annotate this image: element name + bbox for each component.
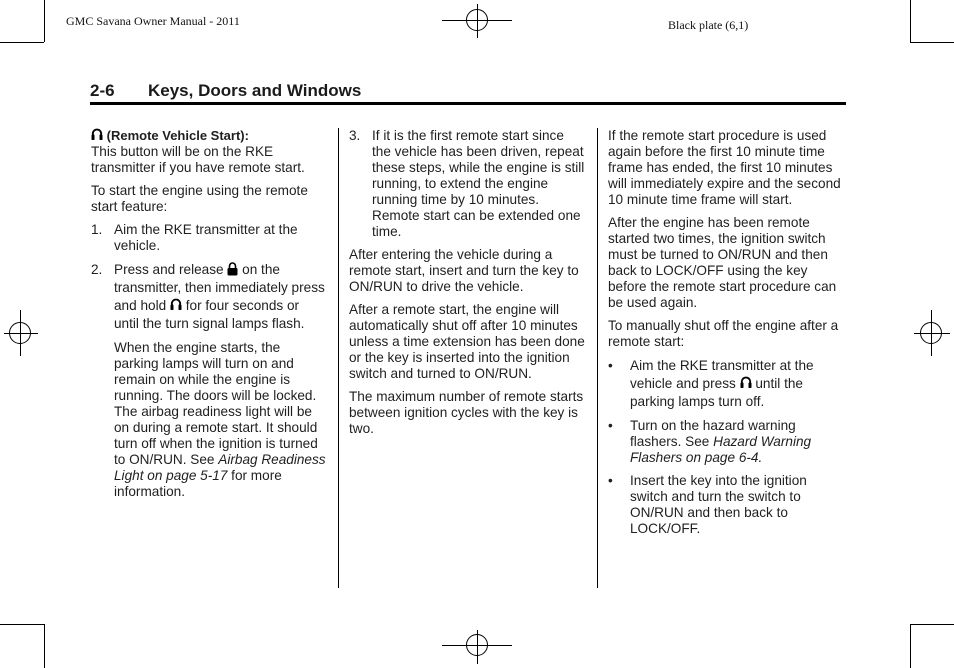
plate-label: Black plate (6,1) [668,18,749,32]
to-start-text: To start the engine using the remote start feature: [91,183,308,214]
step-3 [349,128,585,240]
column-divider [597,128,598,588]
auto-shutoff-text: After a remote start, the engine will automatically shut off after 10 minutes unless a time extension has been done or the key is inserted into the ignition switch and turned to ON/RUN. [349,302,585,381]
step-number: 3. [349,128,361,143]
remote-start-heading [91,128,327,144]
step-text: on the transmitter, then immediately press and hold [114,262,325,313]
crop-mark [910,0,911,42]
step-text: Aim the RKE transmitter at the vehicle. [114,222,298,253]
step-1 [91,222,327,254]
step-text: Press and release [114,262,224,277]
crop-mark [44,0,45,42]
bullet-dot: • [608,358,613,373]
remote-start-icon [91,128,103,141]
step-number: 1. [91,222,103,237]
step-number: 2. [91,262,103,277]
step-text: If it is the first remote start since the vehicle has been driven, repeat these steps, while the engine is still running, to extend the engine running time by 10 minutes. Remote start can be extended one time. [372,128,585,239]
section-heading [90,80,846,105]
hazard-reference: Hazard Warning Flashers on page 6-4. [630,434,812,465]
section-number: 2-6 [90,81,115,100]
bullet-item: • Insert the key into the ignition switch and turn the switch to ON/RUN and then back to LOCK/OFF. [608,473,807,536]
manual-shutoff-text: To manually shut off the engine after a remote start: [608,318,839,349]
airbag-reference: Airbag Readiness Light on page 5-17 [114,452,326,483]
engine-starts-text: When the engine starts, the parking lamps will turn on and remain on while the engine is running. The doors will be locked. The airbag readiness light will be on during a remote start. It should turn off when the ignition is turned to ON/RUN. See Airbag Readiness Light on page 5-17 for more information. [114,340,326,499]
section-title: Keys, Doors and Windows [148,81,362,100]
remote-start-icon [170,298,182,311]
step-text: for four seconds or until the turn signal lamps flash. [114,298,305,331]
column-3 [608,128,848,544]
remote-start-heading-text: (Remote Vehicle Start): [106,128,249,143]
remote-start-icon [740,376,752,389]
column-2 [349,128,585,444]
max-starts-text: The maximum number of remote starts between ignition cycles with the key is two. [349,389,584,436]
crop-mark [910,624,911,668]
remote-start-intro: This button will be on the RKE transmitter if you have remote start. [91,144,305,175]
after-entering-text: After entering the vehicle during a remote start, insert and turn the key to ON/RUN to drive the vehicle. [349,247,579,294]
manual-title: GMC Savana Owner Manual - 2011 [66,14,240,28]
two-starts-text: After the engine has been remote started two times, the ignition switch must be turned to ON/RUN and then back to LOCK/OFF using the key before the remote start procedure can be used again. [608,215,837,310]
procedure-again-text: If the remote start procedure is used again before the first 10 minute time frame has ended, the first 10 minutes will immediately expire and the second 10 minute time frame will start. [608,128,841,207]
crop-mark [0,42,44,43]
crop-mark [910,624,954,625]
crop-mark [910,42,954,43]
crop-mark [0,624,44,625]
bullet-item: • Aim the RKE transmitter at the vehicle and press until the parking lamps turn off. [608,358,814,409]
bullet-dot: • [608,418,613,433]
bullet-dot: • [608,473,613,488]
step-2 [91,261,327,333]
column-1 [91,128,327,507]
lock-icon [227,262,238,276]
bullet-item: • Turn on the hazard warning flashers. See Hazard Warning Flashers on page 6-4. [608,418,812,465]
crop-mark [44,624,45,668]
column-divider [338,128,339,588]
